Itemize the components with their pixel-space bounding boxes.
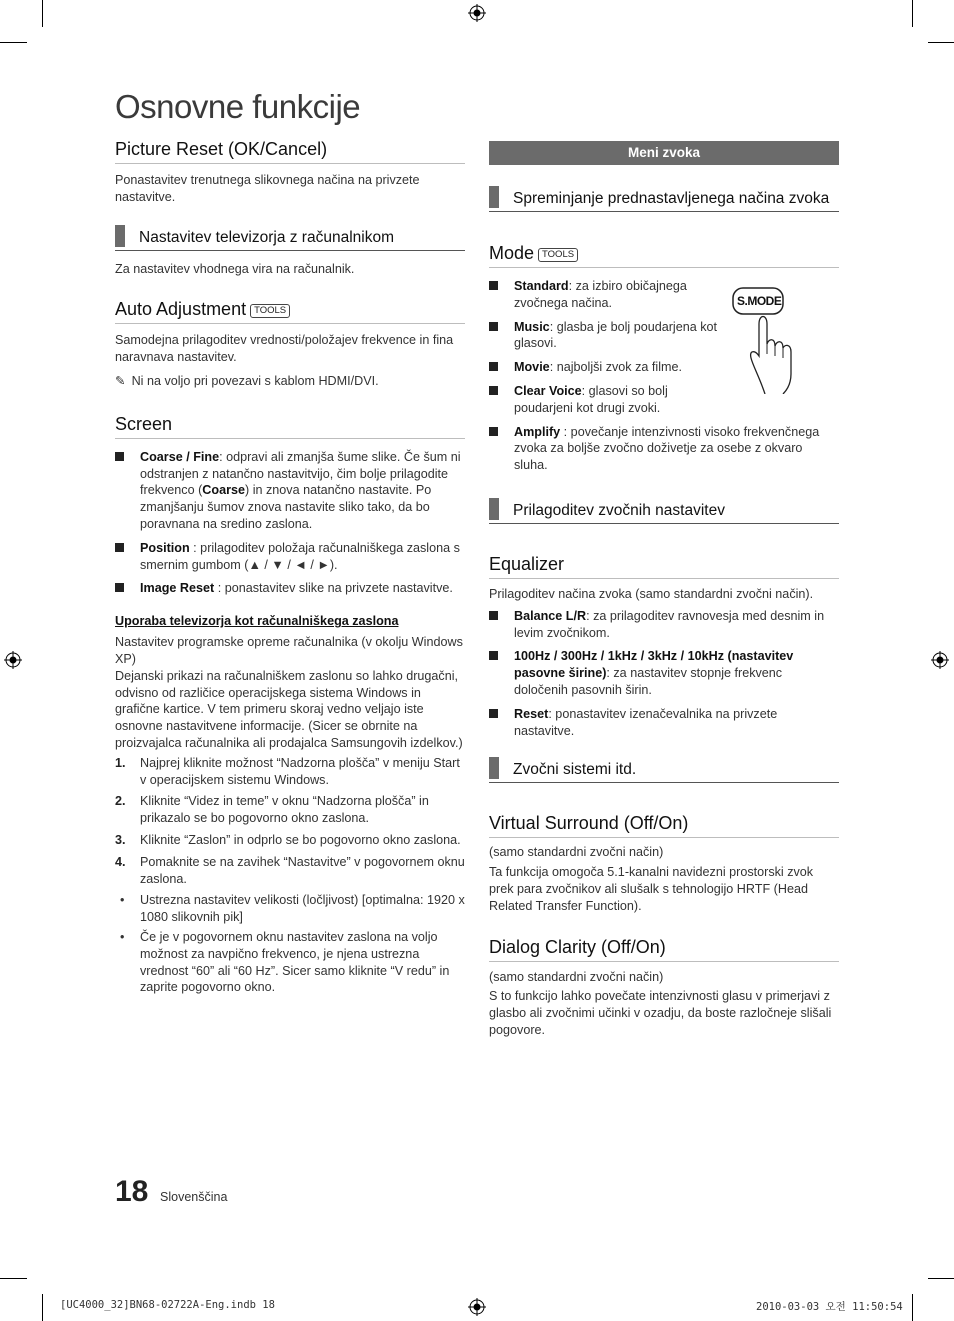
term: Coarse	[202, 483, 245, 498]
sound-systems-heading-text: Zvočni sistemi itd.	[513, 761, 637, 779]
term: Movie	[514, 360, 550, 375]
desc: : odpravi ali zmanjša šume slike. Če šum ni odstranjen z natančno nastavitvijo, čim bolje prilagodite frekvenco (	[140, 449, 461, 498]
crop-mark	[912, 1294, 913, 1321]
list-item	[115, 580, 465, 597]
dialog-clarity-heading: Dialog Clarity (Off/On)	[489, 937, 839, 962]
list-item	[489, 319, 719, 353]
mode-list	[489, 278, 839, 474]
bullet-square-icon	[489, 611, 498, 620]
term: Standard	[514, 279, 569, 293]
dialog-clarity-note: (samo standardni zvočni način)	[489, 969, 664, 984]
heading-bar	[489, 186, 499, 208]
heading-bar	[489, 498, 499, 520]
desc: : za nastavitev stopnje frekvenc določenih pasovnih širin.	[514, 666, 783, 697]
heading-bar	[489, 757, 499, 779]
term: Balance L/R	[514, 608, 587, 623]
desc: : ponastavitev izenačevalnika na privzete nastavitve.	[514, 706, 778, 738]
registration-mark-icon	[931, 651, 949, 669]
auto-adjust-heading	[115, 299, 465, 324]
term: Image Reset	[140, 581, 215, 596]
bullet-square-icon	[489, 362, 498, 371]
pc-use-heading-text: Uporaba televizorja kot računalniškega zaslona	[115, 614, 399, 629]
bullet-square-icon	[489, 709, 498, 718]
list-item	[115, 540, 465, 574]
desc: : najboljši zvok za filme.	[549, 360, 682, 375]
s-mode-label: S.MODE	[737, 294, 782, 308]
bullet-text: Če je v pogovornem oknu nastavitev zaslona na voljo možnost za navpično frekvenco, je njena ustrezna vrednost “60” ali “60 Hz”. Sicer samo kliknite “V redu” in zaprite pogovorno okno.	[140, 929, 450, 995]
pc-setup-text: Za nastavitev vhodnega vira na računalnik.	[115, 261, 355, 276]
crop-mark	[912, 0, 913, 27]
bullet-square-icon	[115, 543, 124, 552]
right-column	[489, 190, 839, 1039]
desc: : za izbiro običajnega zvočnega načina.	[514, 279, 687, 310]
desc: : povečanje intenzivnosti visoko frekvenčnega zvoka za boljše zvočno doživetje za osebe z okvaro sluha.	[514, 424, 820, 473]
term: Position	[140, 540, 190, 555]
pc-use-heading	[115, 612, 465, 630]
term: Coarse / Fine	[140, 449, 220, 464]
desc: : glasba je bolj poudarjena kot glasovi.	[514, 319, 718, 351]
list-item	[489, 608, 839, 642]
step-text: Kliknite “Zaslon” in odprlo se bo pogovorno okno zaslona.	[140, 832, 461, 847]
term: Amplify	[514, 424, 561, 439]
virtual-surround-heading: Virtual Surround (Off/On)	[489, 813, 839, 838]
list-item	[489, 359, 719, 376]
picture-reset-text: Ponastavitev trenutnega slikovnega načina na privzete nastavitve.	[115, 173, 420, 204]
step-text: Najprej kliknite možnost “Nadzorna plošča” v meniju Start v operacijskem sistemu Windows.	[140, 755, 460, 787]
pc-setup-heading	[115, 229, 465, 251]
adjust-sound-heading-text: Prilagoditev zvočnih nastavitev	[513, 501, 725, 519]
screen-heading: Screen	[115, 414, 465, 439]
page-language: Slovenščina	[160, 1190, 228, 1204]
list-item	[115, 929, 465, 996]
mode-heading-text: Mode	[489, 243, 535, 263]
crop-mark	[0, 1278, 27, 1279]
virtual-surround-text: Ta funkcija omogoča 5.1-kanalni navidezni prostorski zvok prek para zvočnikov ali slušalk s tehnologijo HRTF (Head Related Transfer Function).	[489, 865, 814, 913]
tools-icon: TOOLS	[250, 304, 290, 318]
equalizer-text: Prilagoditev načina zvoka (samo standardni zvočni način).	[489, 586, 814, 601]
bullet-square-icon	[489, 427, 498, 436]
dialog-clarity-text: S to funkcijo lahko povečate intenzivnosti glasu v primerjavi z glasbo ali zvočnimi učinki v ozadju, da boste razločneje slišali pogovore.	[489, 989, 832, 1037]
crop-mark	[42, 1294, 43, 1321]
change-mode-heading	[489, 190, 839, 212]
crop-mark	[928, 1278, 954, 1279]
bullet-square-icon	[489, 386, 498, 395]
step-number: 2.	[115, 794, 126, 809]
bullet-square-icon	[489, 322, 498, 331]
bullet-text: Ustrezna nastavitev velikosti (ločljivost) [optimalna: 1920 x 1080 slikovnih pik]	[140, 893, 465, 925]
step-number: 1.	[115, 755, 126, 770]
heading-bar	[115, 225, 125, 247]
bullet-square-icon	[489, 651, 498, 660]
sound-menu-banner: Meni zvoka	[489, 141, 839, 165]
list-item	[489, 648, 839, 698]
sound-systems-heading	[489, 761, 839, 783]
picture-reset-heading: Picture Reset (OK/Cancel)	[115, 139, 465, 164]
desc: : ponastavitev slike na privzete nastavitve.	[214, 581, 453, 596]
desc: : prilagoditev položaja računalniškega zaslona s smernim gumbom (▲ / ▼ / ◄ / ►).	[140, 540, 460, 572]
adjust-sound-heading	[489, 502, 839, 524]
step-text: Pomaknite se na zavihek “Nastavitve” v pogovornem oknu zaslona.	[140, 854, 465, 886]
list-item	[489, 278, 719, 312]
print-info-left: [UC4000_32]BN68-02722A-Eng.indb 18	[60, 1299, 275, 1311]
bullet-square-icon	[115, 452, 124, 461]
crop-mark	[928, 42, 954, 43]
equalizer-heading: Equalizer	[489, 554, 839, 579]
list-item	[115, 854, 465, 888]
virtual-surround-note: (samo standardni zvočni način)	[489, 845, 664, 860]
note-icon: ✎	[115, 373, 126, 388]
step-number: 3.	[115, 832, 126, 847]
term: Clear Voice	[514, 383, 582, 398]
pc-setup-heading-text: Nastavitev televizorja z računalnikom	[139, 228, 394, 246]
list-item	[115, 449, 465, 533]
registration-mark-icon	[468, 4, 486, 22]
auto-adjust-text: Samodejna prilagoditev vrednosti/položajev frekvence in fina naravnava nastavitev.	[115, 333, 454, 365]
registration-mark-icon	[4, 651, 22, 669]
crop-mark	[42, 0, 43, 27]
change-mode-heading-text: Spreminjanje prednastavljenega načina zvoka	[513, 190, 830, 207]
term: Music	[514, 319, 550, 334]
list-item	[115, 832, 465, 849]
list-item	[489, 383, 684, 417]
print-info-right: 2010-03-03 오전 11:50:54	[756, 1301, 903, 1313]
desc: : glasovi so bolj poudarjeni kot drugi zvoki.	[514, 383, 668, 415]
crop-mark	[0, 42, 27, 43]
pc-use-para2: Dejanski prikazi na računalniškem zaslonu so lahko drugačni, odvisno od različice operacijskega sistema Windows in grafične kartice. V tem primeru skoraj vedno veljajo iste osnovne nastavitvene informacije. (Sicer se obrnite na proizvajalca računalnika ali prodajalca Samsungovih izdelkov.)	[115, 668, 463, 750]
list-item	[115, 892, 465, 926]
list-item	[489, 706, 839, 740]
bullet-square-icon	[115, 583, 124, 592]
list-item	[115, 755, 465, 789]
desc: ) in znova natančno nastavite. Po zmanjšanju šumov znova nastavite sliko tako, da bo poravnana na sredino zaslona.	[140, 483, 432, 531]
mode-heading	[489, 243, 839, 268]
bullet-dot-icon: •	[120, 893, 125, 908]
page-number: 18	[115, 1175, 149, 1208]
pc-use-para1: Nastavitev programske opreme računalnika (v okolju Windows XP)	[115, 635, 463, 666]
step-text: Kliknite “Videz in teme” v oknu “Nadzorna plošča” in prikazalo se bo pogovorno okno zaslona.	[140, 794, 429, 826]
auto-adjust-heading-text: Auto Adjustment	[115, 299, 247, 320]
desc: : za prilagoditev ravnovesja med desnim in levim zvočnikom.	[514, 608, 825, 640]
auto-adjust-note-text: Ni na voljo pri povezavi s kablom HDMI/DVI.	[131, 373, 379, 388]
term: Reset	[514, 706, 549, 721]
registration-mark-icon	[468, 1298, 486, 1316]
term: 100Hz / 300Hz / 1kHz / 3kHz / 10kHz (nastavitev pasovne širine)	[514, 649, 794, 681]
left-column	[115, 139, 465, 996]
page-title: Osnovne funkcije	[115, 88, 361, 125]
tools-icon: TOOLS	[538, 248, 578, 262]
list-item	[115, 793, 465, 827]
list-item	[489, 424, 839, 474]
bullet-dot-icon: •	[120, 929, 125, 944]
remote-hand-illustration	[729, 284, 804, 394]
bullet-square-icon	[489, 281, 498, 290]
step-number: 4.	[115, 854, 126, 869]
auto-adjust-note	[115, 373, 465, 390]
